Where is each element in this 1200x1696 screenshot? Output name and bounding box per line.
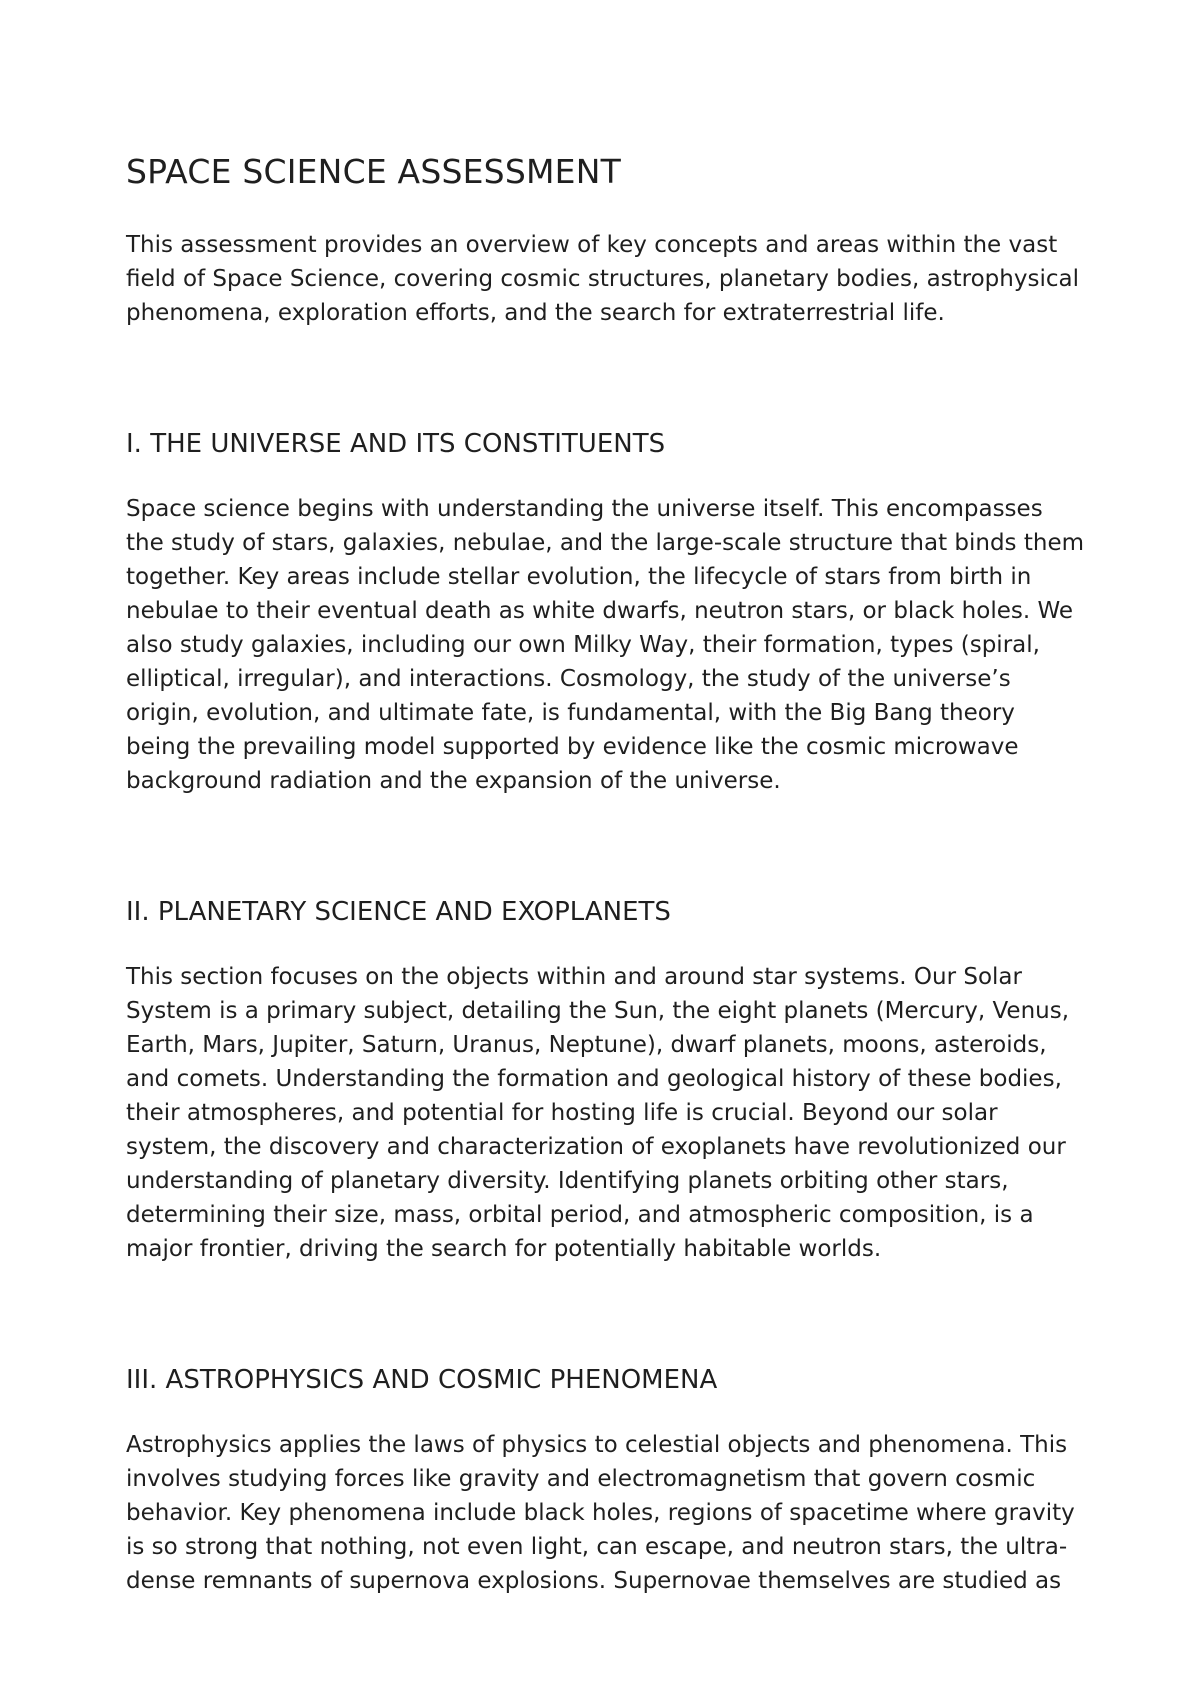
document-page xyxy=(126,150,1086,1598)
section-planetary-science xyxy=(126,894,1086,1266)
section-heading: III. ASTROPHYSICS AND COSMIC PHENOMENA xyxy=(126,1365,718,1395)
section-heading: II. PLANETARY SCIENCE AND EXOPLANETS xyxy=(126,897,671,927)
section-heading: I. THE UNIVERSE AND ITS CONSTITUENTS xyxy=(126,429,666,459)
section-body: Space science begins with understanding the universe itself. This encompasses the study of stars, galaxies, nebulae, and the large-scale structure that binds them together. Key areas include stellar evolution, the lifecycle of stars from birth in nebulae to their eventual death as white dwarfs, neutron stars, or black holes. We also study galaxies, including our own Milky Way, their formation, types (spiral, elliptical, irregular), and interactions. Cosmology, the study of the universe’s origin, evolution, and ultimate fate, is fundamental, with the Big Bang theory being the prevailing model supported by evidence like the cosmic microwave background radiation and the expansion of the universe. xyxy=(126,496,1085,794)
section-body: Astrophysics applies the laws of physics to celestial objects and phenomena. This involves studying forces like gravity and electromagnetism that govern cosmic behavior. Key phenomena include black holes, regions of spacetime where gravity is so strong that nothing, not even light, can escape, and neutron stars, the ultra-dense remnants of supernova explosions. Supernovae themselves are studied as xyxy=(126,1432,1075,1594)
section-body: This section focuses on the objects within and around star systems. Our Solar System is a primary subject, detailing the Sun, the eight planets (Mercury, Venus, Earth, Mars, Jupiter, Saturn, Uranus, Neptune), dwarf planets, moons, asteroids, and comets. Understanding the formation and geological history of these bodies, their atmospheres, and potential for hosting life is crucial. Beyond our solar system, the discovery and characterization of exoplanets have revolutionized our understanding of planetary diversity. Identifying planets orbiting other stars, determining their size, mass, orbital period, and atmospheric composition, is a major frontier, driving the search for potentially habitable worlds. xyxy=(126,964,1070,1262)
section-astrophysics xyxy=(126,1362,1086,1598)
document-title: SPACE SCIENCE ASSESSMENT xyxy=(126,152,621,191)
intro-paragraph: This assessment provides an overview of key concepts and areas within the vast field of Space Science, covering cosmic structures, planetary bodies, astrophysical phenomena, exploration efforts, and the search for extraterrestrial life. xyxy=(126,232,1079,326)
section-universe xyxy=(126,426,1086,798)
